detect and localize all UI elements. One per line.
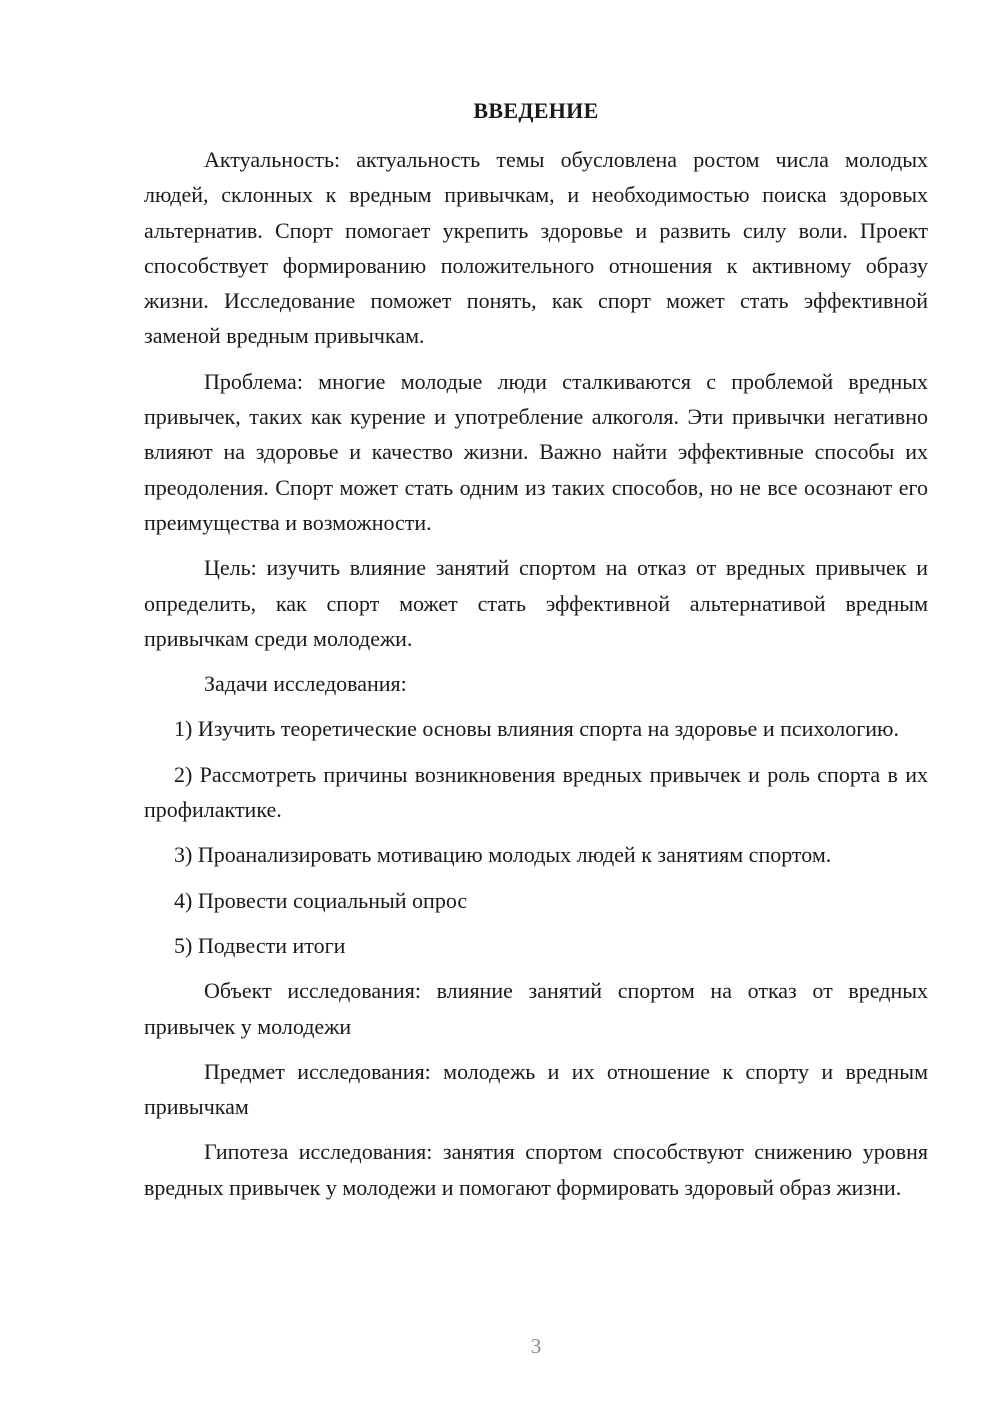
task-item-2: 2) Рассмотреть причины возникновения вредных привычек и роль спорта в их профилактике.: [144, 761, 928, 823]
paragraph-goal: Цель: изучить влияние занятий спортом на отказ от вредных привычек и определить, как спорт может стать эффективной альтернативой вредным привычкам среди молодежи.: [144, 555, 928, 651]
task-item-3: 3) Проанализировать мотивацию молодых людей к занятиям спортом.: [174, 842, 832, 868]
paragraph-tasks-heading: Задачи исследования:: [204, 671, 407, 697]
document-body: [144, 142, 928, 1215]
paragraph-object: Объект исследования: влияние занятий спортом на отказ от вредных привычек у молодежи: [144, 978, 928, 1039]
paragraph-problem: Проблема: многие молодые люди сталкиваются с проблемой вредных привычек, таких как курение и употребление алкоголя. Эти привычки негативно влияют на здоровье и качество жизни. Важно найти эффективные способы их преодоления. Спорт может стать одним из таких способов, но не все осознают его преимущества и возможности.: [144, 368, 928, 535]
task-item-4: 4) Провести социальный опрос: [174, 887, 468, 913]
page-title: ВВЕДЕНИЕ: [473, 98, 599, 123]
paragraph-subject: Предмет исследования: молодежь и их отношение к спорту и вредным привычкам: [144, 1058, 928, 1120]
task-item-1: 1) Изучить теоретические основы влияния спорта на здоровье и психологию.: [174, 716, 899, 742]
paragraph-relevance: Актуальность: актуальность темы обусловлена ростом числа молодых людей, склонных к вредным привычкам, и необходимостью поиска здоровых альтернатив. Спорт помогает укрепить здоровье и развить силу воли. Проект способствует формированию положительного отношения к активному образу жизни. Исследование поможет понять, как спорт может стать эффективной заменой вредным привычкам.: [144, 147, 928, 349]
paragraph-hypothesis: Гипотеза исследования: занятия спортом способствуют снижению уровня вредных привычек у молодежи и помогают формировать здоровый образ жизни.: [144, 1139, 928, 1200]
page-number: 3: [530, 1334, 542, 1358]
task-item-5: 5) Подвести итоги: [174, 932, 346, 958]
